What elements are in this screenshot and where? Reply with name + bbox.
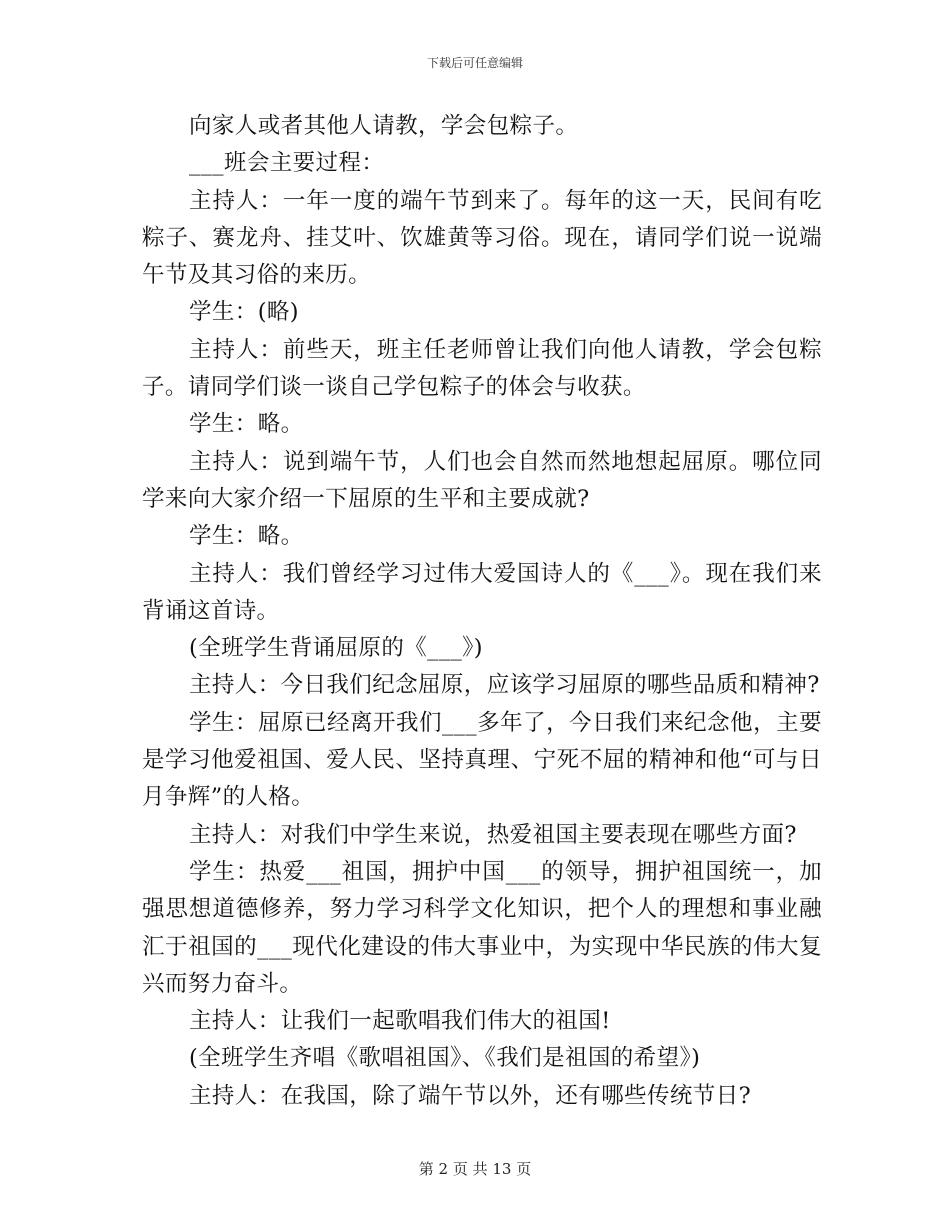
paragraph: 主持人：我们曾经学习过伟大爱国诗人的《___》。现在我们来背诵这首诗。 <box>142 560 822 624</box>
paragraph: 主持人：今日我们纪念屈原，应该学习屈原的哪些品质和精神? <box>189 672 820 699</box>
paragraph: 主持人：前些天，班主任老师曾让我们向他人请教，学会包粽子。请同学们谈一谈自己学包粽子的体会与收获。 <box>142 336 822 401</box>
paragraph: (全班学生齐唱《歌唱祖国》、《我们是祖国的希望》) <box>189 1045 701 1072</box>
header-note: 下载后可任意编辑 <box>426 56 523 70</box>
paragraph: 学生：(略) <box>189 299 299 326</box>
paragraph: 学生：屈原已经离开我们___多年了，今日我们来纪念他，主要是学习他爱祖国、爱人民、坚持真理、宁死不屈的精神和他“可与日月争辉”的人格。 <box>142 709 822 811</box>
paragraph: 学生：热爱___祖国，拥护中国___的领导，拥护祖国统一，加强思想道德修养，努力学习科学文化知识，把个人的理想和事业融汇于祖国的___现代化建设的伟大事业中，为实现中华民族的伟大复兴而努力奋斗。 <box>142 858 822 997</box>
paragraph: 主持人：让我们一起歌唱我们伟大的祖国! <box>189 1008 611 1035</box>
paragraph: 主持人：说到端午节，人们也会自然而然地想起屈原。哪位同学来向大家介绍一下屈原的生平和主要成就? <box>142 448 822 512</box>
paragraph: 主持人：一年一度的端午节到来了。每年的这一天，民间有吃粽子、赛龙舟、挂艾叶、饮雄黄等习俗。现在，请同学们说一说端午节及其习俗的来历。 <box>142 187 822 289</box>
paragraph: 学生：略。 <box>189 523 304 550</box>
page-number: 第 2 页 共 13 页 <box>418 1160 532 1178</box>
paragraph: 主持人：在我国，除了端午节以外，还有哪些传统节日? <box>189 1082 752 1109</box>
paragraph: 向家人或者其他人请教，学会包粽子。 <box>189 113 579 139</box>
paragraph: ___班会主要过程： <box>189 150 385 177</box>
paragraph: 学生：略。 <box>189 411 304 438</box>
paragraph: (全班学生背诵屈原的《___》) <box>189 635 483 662</box>
paragraph: 主持人：对我们中学生来说，热爱祖国主要表现在哪些方面? <box>189 821 797 848</box>
document-body <box>142 108 822 1115</box>
